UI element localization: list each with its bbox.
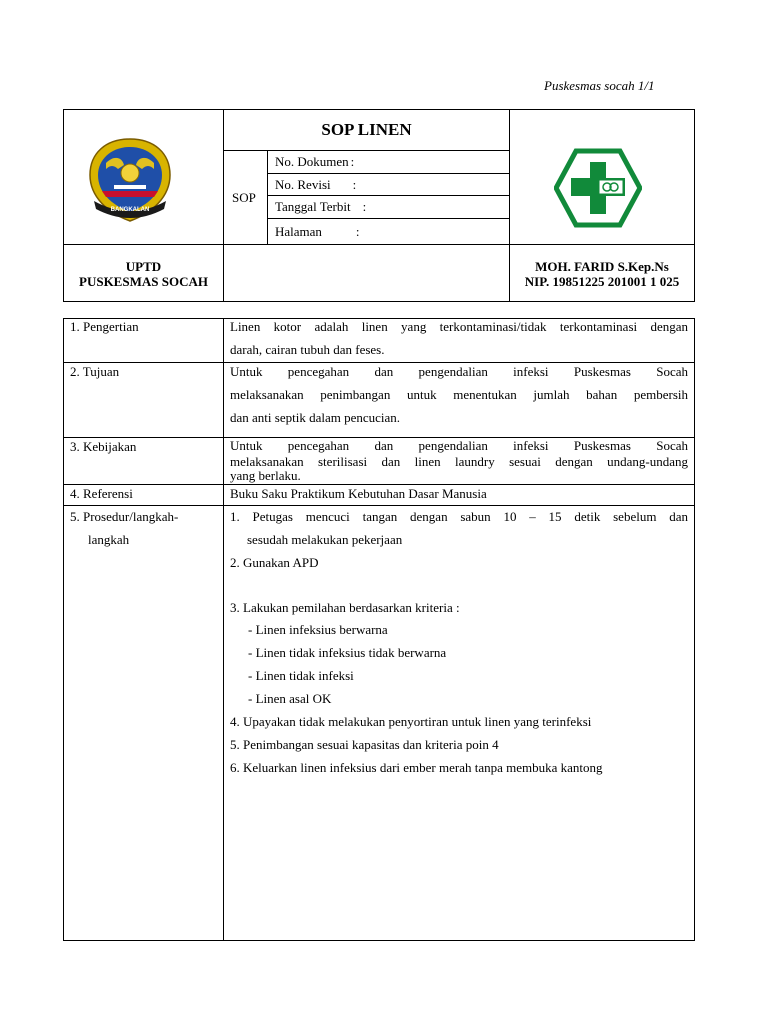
section-label-prosedur-line2: langkah <box>88 532 130 547</box>
org-line2: PUSKESMAS SOCAH <box>79 274 208 289</box>
section-label-pengertian: 1. Pengertian <box>70 319 139 334</box>
page-header: Puskesmas socah 1/1 <box>544 78 655 93</box>
pengertian-text-line2: darah, cairan tubuh dan feses. <box>230 342 385 357</box>
field-separator: : <box>362 199 367 214</box>
bangkalan-regency-emblem-icon <box>84 135 176 227</box>
field-label: Tanggal Terbit <box>275 199 351 214</box>
field-label: No. Revisi <box>275 177 331 192</box>
prosedur-step-4: 4. Upayakan tidak melakukan penyortiran untuk linen yang terinfeksi <box>230 714 592 729</box>
section-label-referensi: 4. Referensi <box>70 486 133 501</box>
prosedur-step-3-item-2: - Linen tidak infeksius tidak berwarna <box>248 645 447 660</box>
field-tanggal-terbit <box>275 199 366 215</box>
prosedur-step-3: 3. Lakukan pemilahan berdasarkan kriteria : <box>230 600 460 615</box>
prosedur-step-3-item-3: - Linen tidak infeksi <box>248 668 354 683</box>
puskesmas-cross-emblem-icon <box>554 148 642 228</box>
referensi-text: Buku Saku Praktikum Kebutuhan Dasar Manusia <box>230 486 487 501</box>
pengertian-text-line1: Linen kotor adalah linen yang terkontaminasi/tidak terkontaminasi dengan <box>230 319 688 334</box>
prosedur-step-1-line1: 1. Petugas mencuci tangan dengan sabun 10 – 15 detik sebelum dan <box>230 509 688 524</box>
field-no-dokumen <box>275 154 354 170</box>
prosedur-step-3-item-1: - Linen infeksius berwarna <box>248 622 388 637</box>
doc-title: SOP LINEN <box>321 120 412 139</box>
section-label-tujuan: 2. Tujuan <box>70 364 120 379</box>
kebijakan-text-line3: yang berlaku. <box>230 468 301 483</box>
field-label: Halaman <box>275 224 322 239</box>
field-label: No. Dokumen <box>275 154 349 169</box>
section-label-kebijakan: 3. Kebijakan <box>70 439 137 454</box>
sop-label: SOP <box>232 190 256 205</box>
section-label-prosedur-line1: 5. Prosedur/langkah- <box>70 509 179 524</box>
signer-nip: NIP. 19851225 201001 1 025 <box>524 274 680 289</box>
prosedur-step-5: 5. Penimbangan sesuai kapasitas dan kriteria poin 4 <box>230 737 499 752</box>
tujuan-text-line1: Untuk pencegahan dan pengendalian infeksi Puskesmas Socah <box>230 364 688 379</box>
field-separator: : <box>355 224 360 239</box>
field-separator: : <box>352 177 357 192</box>
field-separator: : <box>350 154 355 169</box>
logo-ribbon-text: BANGKALAN <box>110 207 150 213</box>
field-halaman <box>275 224 360 240</box>
tujuan-text-line2: melaksanakan penimbangan untuk menentukan jumlah bahan pembersih <box>230 387 688 402</box>
kebijakan-text-line2: melaksanakan sterilisasi dan linen laundry sesuai dengan undang-undang <box>230 454 688 469</box>
tujuan-text-line3: dan anti septik dalam pencucian. <box>230 410 401 425</box>
org-line1: UPTD <box>125 259 162 274</box>
prosedur-step-3-item-4: - Linen asal OK <box>248 691 332 706</box>
prosedur-step-6: 6. Keluarkan linen infeksius dari ember merah tanpa membuka kantong <box>230 760 603 775</box>
prosedur-step-2: 2. Gunakan APD <box>230 555 319 570</box>
kebijakan-text-line1: Untuk pencegahan dan pengendalian infeksi Puskesmas Socah <box>230 438 688 453</box>
field-no-revisi <box>275 177 356 193</box>
signer-name: MOH. FARID S.Kep.Ns <box>535 259 669 274</box>
prosedur-step-1-line2: sesudah melakukan pekerjaan <box>247 532 403 547</box>
